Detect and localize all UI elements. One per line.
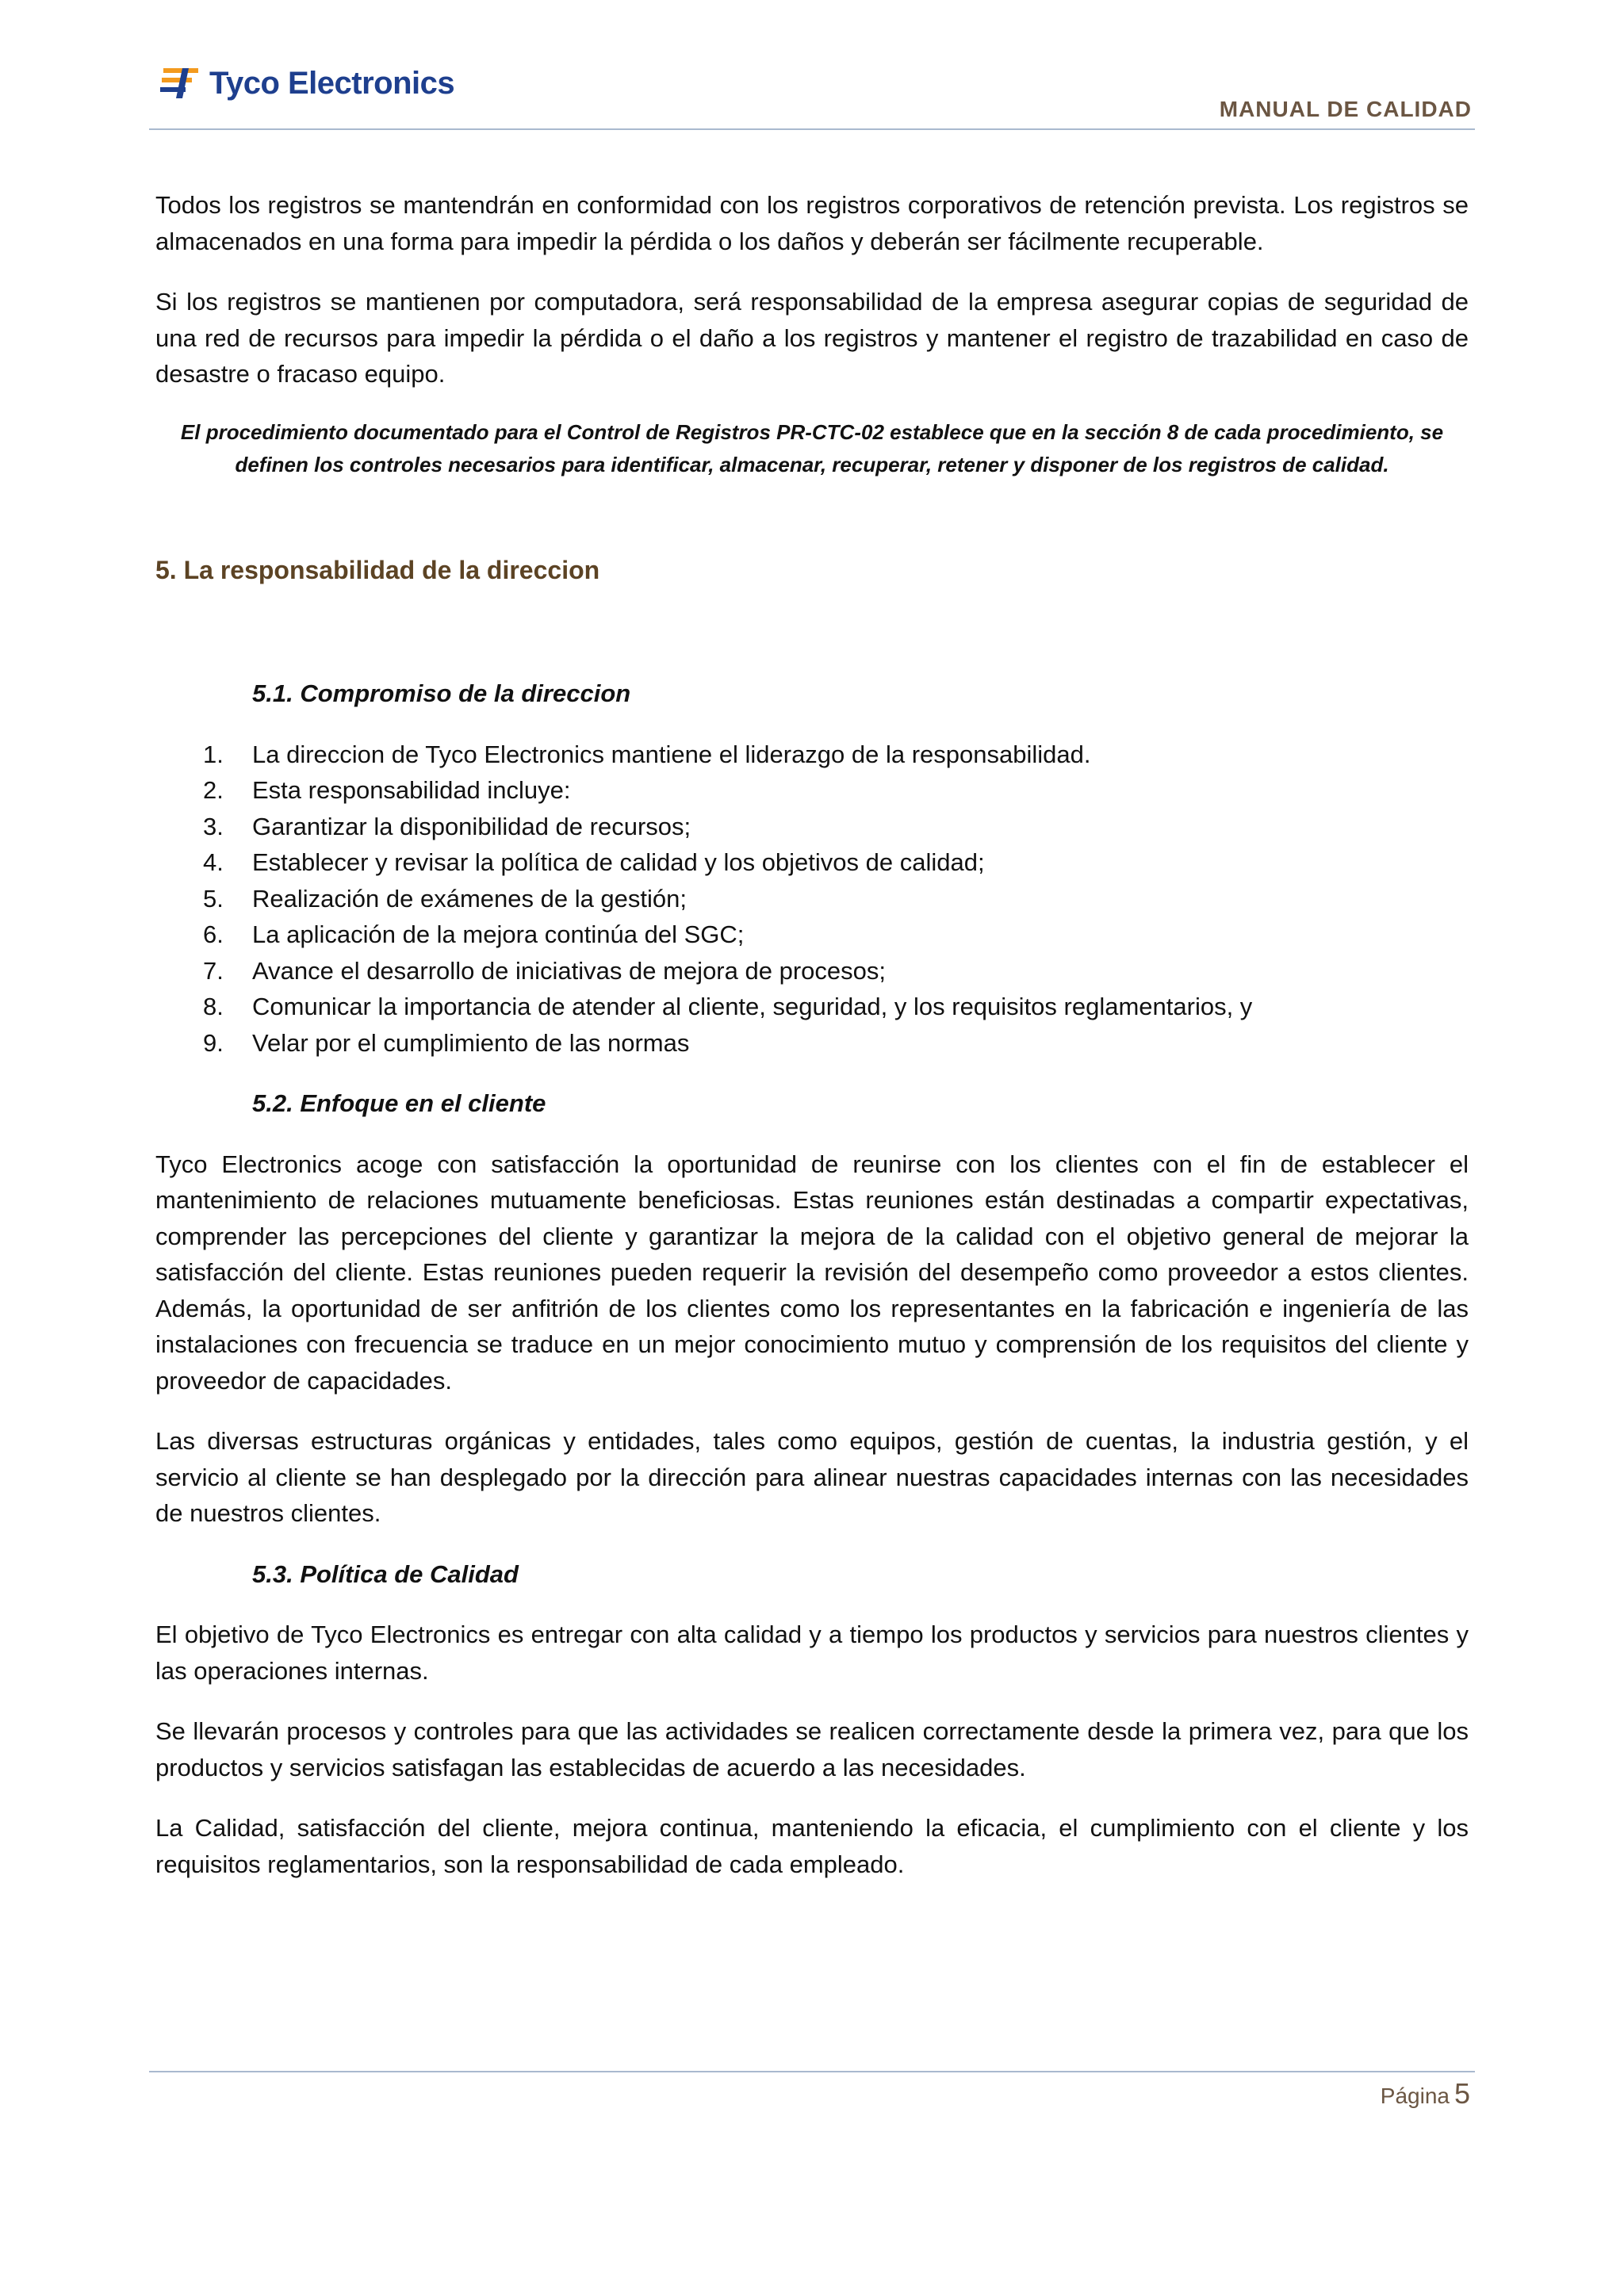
paragraph-records-retention: Todos los registros se mantendrán en conformidad con los registros corporativos de retención prevista. Los registros se almacenados en una forma para impedir la pérdida o los daños y deberán ser fácilmente recuperable. [155,191,1469,255]
list-item: 2. Esta responsabilidad incluye: [203,776,571,804]
company-logo [159,63,454,103]
paragraph-responsibility: La Calidad, satisfacción del cliente, mejora continua, manteniendo la eficacia, el cumplimiento con el cliente y los requisitos reglamentarios, son la responsabilidad de cada empleado. [155,1814,1469,1878]
tyco-logo-icon [159,63,206,103]
paragraph-processes: Se llevarán procesos y controles para que las actividades se realicen correctamente desde la primera vez, para que los productos y servicios satisfagan las establecidas de acuerdo a las necesidades. [155,1717,1469,1781]
page-footer [1381,2077,1470,2110]
list-item: 5. Realización de exámenes de la gestión; [203,884,688,913]
list-item: 3. Garantizar la disponibilidad de recursos; [203,812,691,840]
procedure-note: El procedimiento documentado para el Control de Registros PR-CTC-02 establece que en la sección 8 de cada procedimiento, se definen los controles necesarios para identificar, almacenar, recuperar, retener y disponer de los registros de calidad. [180,419,1444,476]
subsection-heading-5-2: 5.2. Enfoque en el cliente [252,1089,546,1117]
paragraph-customer-focus: Tyco Electronics acoge con satisfacción la oportunidad de reunirse con los clientes con el fin de establecer el mantenimiento de relaciones mutuamente beneficiosas. Estas reuniones están destinadas a compartir expectativas, comprender las percepciones del cliente y garantizar la mejora de la calidad con el objetivo general de mejorar la satisfacción del cliente. Estas reuniones pueden requerir la revisión del desempeño como proveedor a estos clientes. Además, la oportunidad de ser anfitrión de los clientes como los representantes en la fabricación e ingeniería de las instalaciones con frecuencia se traduce en un mejor conocimiento mutuo y comprensión de los requisitos del cliente y proveedor de capacidades. [155,1150,1469,1395]
page-label: Página [1380,2084,1450,2108]
list-item: 1. La direccion de Tyco Electronics mantiene el liderazgo de la responsabilidad. [203,740,1091,768]
paragraph-structures: Las diversas estructuras orgánicas y entidades, tales como equipos, gestión de cuentas, la industria gestión, y el servicio al cliente se han desplegado por la dirección para alinear nuestras capacidades internas con las necesidades de nuestros clientes. [155,1427,1469,1527]
footer-divider [149,2071,1475,2072]
list-item: 7. Avance el desarrollo de iniciativas de mejora de procesos; [203,956,886,985]
logo-text: Tyco Electronics [209,65,455,101]
header-divider [149,128,1475,130]
subsection-heading-5-1: 5.1. Compromiso de la direccion [252,679,631,707]
document-title: MANUAL DE CALIDAD [1219,97,1472,121]
list-item: 9. Velar por el cumplimiento de las normas [203,1028,690,1057]
responsibility-list [155,737,1469,1062]
list-item: 4. Establecer y revisar la política de calidad y los objetivos de calidad; [203,848,985,876]
list-item: 8. Comunicar la importancia de atender al cliente, seguridad, y los requisitos reglamentarios, y [203,993,1253,1020]
section-heading: 5. La responsabilidad de la direccion [155,555,600,584]
page-number: 5 [1454,2077,1470,2110]
subsection-heading-5-3: 5.3. Política de Calidad [252,1559,519,1588]
list-item: 6. La aplicación de la mejora continúa del SGC; [203,920,745,948]
paragraph-records-backup: Si los registros se mantienen por computadora, será responsabilidad de la empresa asegurar copias de seguridad de una red de recursos para impedir la pérdida o el daño a los registros y mantener el registro de trazabilidad en caso de desastre o fracaso equipo. [155,288,1469,388]
paragraph-quality-objective: El objetivo de Tyco Electronics es entregar con alta calidad y a tiempo los productos y servicios para nuestros clientes y las operaciones internas. [155,1621,1469,1685]
page-content [155,187,1469,1882]
